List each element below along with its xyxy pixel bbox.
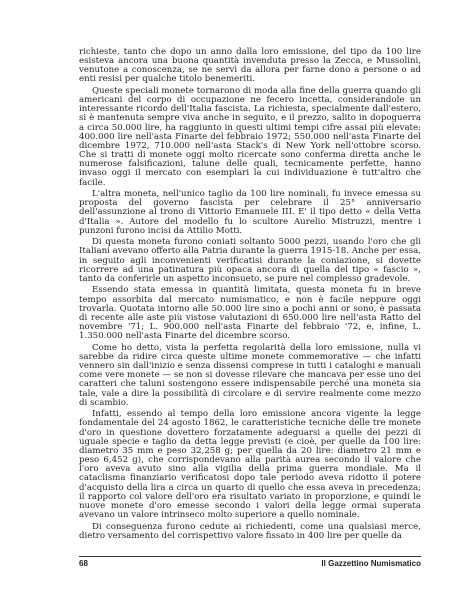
page-footer [79,556,421,568]
paragraph: Di conseguenza furono cedute ai richiedenti, come una qualsiasi merce, dietro versamento del corrispettivo valore fissato in 400 lire per quelle da [79,521,421,541]
paragraph: Infatti, essendo al tempo della loro emissione ancora vigente la legge fondamentale del 24 agosto 1862, le caratteristiche tecniche delle tre monete d'oro in questione dovettero forzatamente adeguarsi a quelle dei pezzi di uguale specie e taglio da detta legge previsti (e cioè, per quelle da 100 lire: diametro 35 mm e peso 32,258 g; per quella da 20 lire: diametro 21 mm e peso 6,452 g), che corrispondevano alla parità aurea secondo il valore che l'oro aveva avuto sino alla vigilia della prima guerra mondiale. Ma il cataclisma finanziario verificatosi dopo tale periodo aveva ridotto il potere d'acquisto della lira a circa un quarto di quello che essa aveva in precedenza; il rapporto col valore dell'oro era risultato variato in proporzione, e quindi le nuove monete d'oro emesse secondo i valori della legge ormai superata avevano un valore intrinseco molto superiore a quello nominale. [79,409,421,520]
article-body [79,48,421,543]
paragraph: Come ho detto, vista la perfetta regolarità della loro emissione, nulla vi sarebbe da ridire circa queste ultime monete commemorative — che infatti vennero sin dall'inizio e senza dissensi comprese in tutti i cataloghi e manuali come vere monete — se non si dovesse rilevare che mancava per esse uno dei caratteri che taluni sostengono essere indispensabile perché una moneta sia tale, vale a dire la possibilità di circolare e di servire realmente come mezzo di scambio. [79,342,421,408]
page-number: 68 [79,559,88,568]
footer-rule [79,556,421,557]
paragraph: Essendo stata emessa in quantità limitata, questa moneta fu in breve tempo assorbita dal mercato numismatico, e non è facile neppure oggi trovarla. Quotata intorno alle 50.000 lire sino a pochi anni or sono, è passata di recente alle aste più vistose valutazioni di 650.000 lire nell'asta Ratto del novembre '71; L. 900.000 nell'asta Finarte del febbraio '72, e, infine, L. 1.350.000 nell'asta Finarte del dicembre scorso. [79,285,421,342]
paragraph: Queste speciali monete tornarono di moda alla fine della guerra quando gli americani del corpo di occupazione ne fecero incetta, considerandole un interessante ricordo dell'Italia fascista. La richiesta, specialmente dall'estero, si è mantenuta sempre viva anche in seguito, e il prezzo, salito in dopoguerra a circa 50.000 lire, ha raggiunto in questi ultimi tempi cifre assai più elevate: 400.000 lire nell'asta Finarte del febbraio 1972; 550.000 nell'asta Finarte del dicembre 1972, 710.000 nell'asta Stack's di New York nell'ottobre scorso. Che si tratti di monete oggi molto ricercate sono conferma diretta anche le numerose falsificazioni, talune delle quali, tecnicamente perfette, hanno invaso oggi il mercato con esemplari la cui individuazione è tutt'altro che facile. [79,86,421,188]
paragraph: richieste, tanto che dopo un anno dalla loro emissione, del tipo da 100 lire esisteva ancora una buona quantità invenduta presso la Zecca, e Mussolini, venutone a conoscenza, se ne servì da allora per farne dono a persone o ad enti resisi per qualche titolo benemeriti. [79,47,421,85]
paragraph: Di questa moneta furono coniati soltanto 5000 pezzi, usando l'oro che gli Italiani avevano offerto alla Patria durante la guerra 1915-18. Anche per essa, in seguito agli inconvenienti verificatisi durante la coniazione, si dovette ricorrere ad una patinatura più opaca ancora di quella del tipo « fascio », tanto da conferirle un aspetto inconsueto, se pure nel complesso gradevole. [79,237,421,284]
magazine-name: Il Gazzettino Numismatico [321,559,421,568]
paragraph: L'altra moneta, nell'unico taglio da 100 lire nominali, fu invece emessa su proposta del governo fascista per celebrare il 25° anniversario dell'assunzione al trono di Vittorio Emanuele III. E' il tipo detto « della Vetta d'Italia ». Autore del modello fu lo scultore Aurelio Mistruzzi, mentre i punzoni furono incisi da Attilio Motti. [79,189,421,236]
